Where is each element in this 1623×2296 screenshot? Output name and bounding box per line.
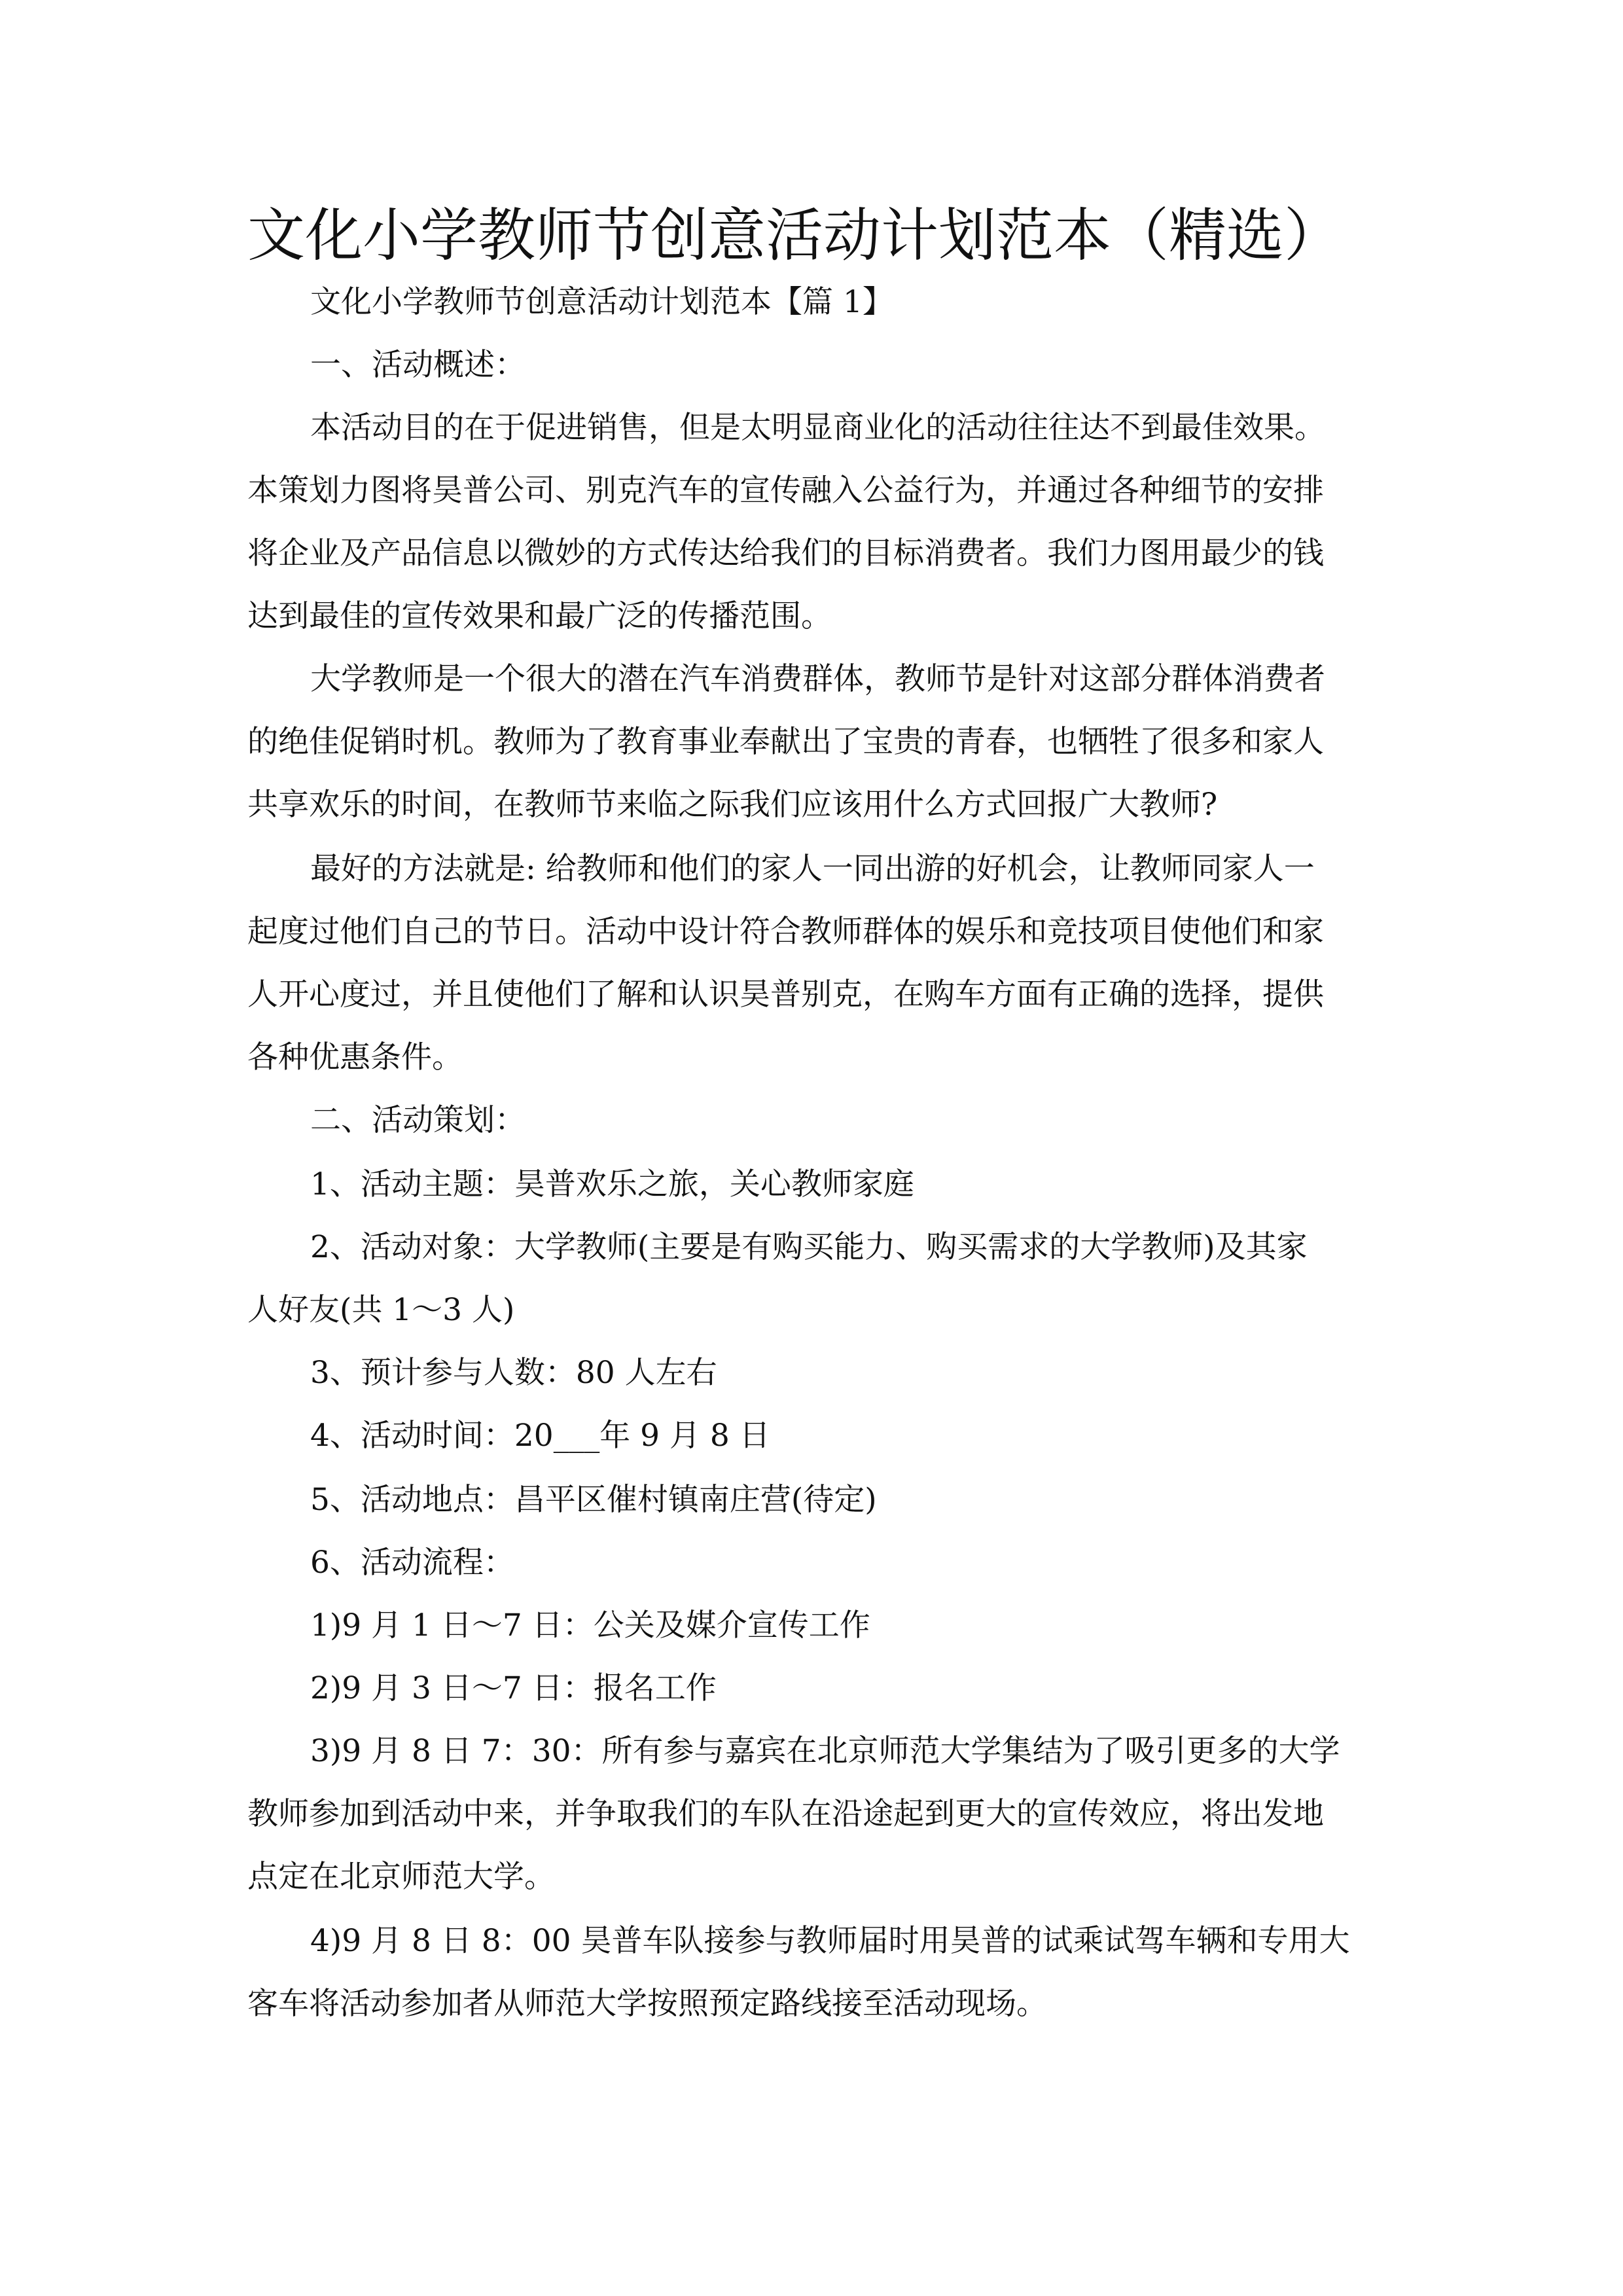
section-subtitle: 文化小学教师节创意活动计划范本【篇 1】 — [310, 284, 893, 320]
plan-item-audience: 2、活动对象：大学教师(主要是有购买能力、购买需求的大学教师)及其家 — [310, 1229, 1308, 1265]
flow-step-1: 1)9 月 1 日～7 日：公关及媒介宣传工作 — [310, 1607, 870, 1643]
paragraph-line: 达到最佳的宣传效果和最广泛的传播范围。 — [247, 598, 832, 634]
plan-item-theme: 1、活动主题：昊普欢乐之旅，关心教师家庭 — [310, 1166, 914, 1202]
flow-step-4: 4)9 月 8 日 8：00 昊普车队接参与教师届时用昊普的试乘试驾车辆和专用大 — [310, 1923, 1350, 1959]
plan-item-time: 4、活动时间：20___年 9 月 8 日 — [310, 1418, 770, 1454]
plan-item-location: 5、活动地点：昌平区催村镇南庄营(待定) — [310, 1482, 877, 1518]
plan-item-audience-cont: 人好友(共 1～3 人) — [247, 1292, 515, 1328]
paragraph-line: 起度过他们自己的节日。活动中设计符合教师群体的娱乐和竞技项目使他们和家 — [247, 914, 1324, 950]
paragraph-line: 将企业及产品信息以微妙的方式传达给我们的目标消费者。我们力图用最少的钱 — [247, 535, 1324, 571]
paragraph-line: 大学教师是一个很大的潜在汽车消费群体，教师节是针对这部分群体消费者 — [310, 661, 1325, 697]
flow-step-2: 2)9 月 3 日～7 日：报名工作 — [310, 1670, 717, 1706]
paragraph-line: 本策划力图将昊普公司、别克汽车的宣传融入公益行为，并通过各种细节的安排 — [247, 473, 1324, 509]
flow-step-3-cont: 教师参加到活动中来，并争取我们的车队在沿途起到更大的宣传效应，将出发地 — [247, 1796, 1324, 1832]
paragraph-line: 共享欢乐的时间，在教师节来临之际我们应该用什么方式回报广大教师? — [247, 787, 1218, 823]
paragraph-line: 各种优惠条件。 — [247, 1039, 463, 1075]
paragraph-line: 的绝佳促销时机。教师为了教育事业奉献出了宝贵的青春，也牺牲了很多和家人 — [247, 724, 1324, 760]
flow-step-4-cont: 客车将活动参加者从师范大学按照预定路线接至活动现场。 — [247, 1986, 1047, 2022]
section-heading-planning: 二、活动策划： — [310, 1102, 526, 1138]
paragraph-line: 人开心度过，并且使他们了解和认识昊普别克，在购车方面有正确的选择，提供 — [247, 977, 1324, 1013]
plan-item-flow: 6、活动流程： — [310, 1545, 514, 1581]
flow-step-3-cont: 点定在北京师范大学。 — [247, 1859, 555, 1895]
document-title: 文化小学教师节创意活动计划范本（精选） — [247, 202, 1342, 269]
plan-item-participants: 3、预计参与人数：80 人左右 — [310, 1355, 717, 1391]
paragraph-line: 最好的方法就是: 给教师和他们的家人一同出游的好机会，让教师同家人一 — [310, 851, 1315, 887]
flow-step-3: 3)9 月 8 日 7：30：所有参与嘉宾在北京师范大学集结为了吸引更多的大学 — [310, 1733, 1340, 1769]
section-heading-overview: 一、活动概述： — [310, 347, 526, 383]
paragraph-line: 本活动目的在于促进销售，但是太明显商业化的活动往往达不到最佳效果。 — [310, 410, 1325, 446]
